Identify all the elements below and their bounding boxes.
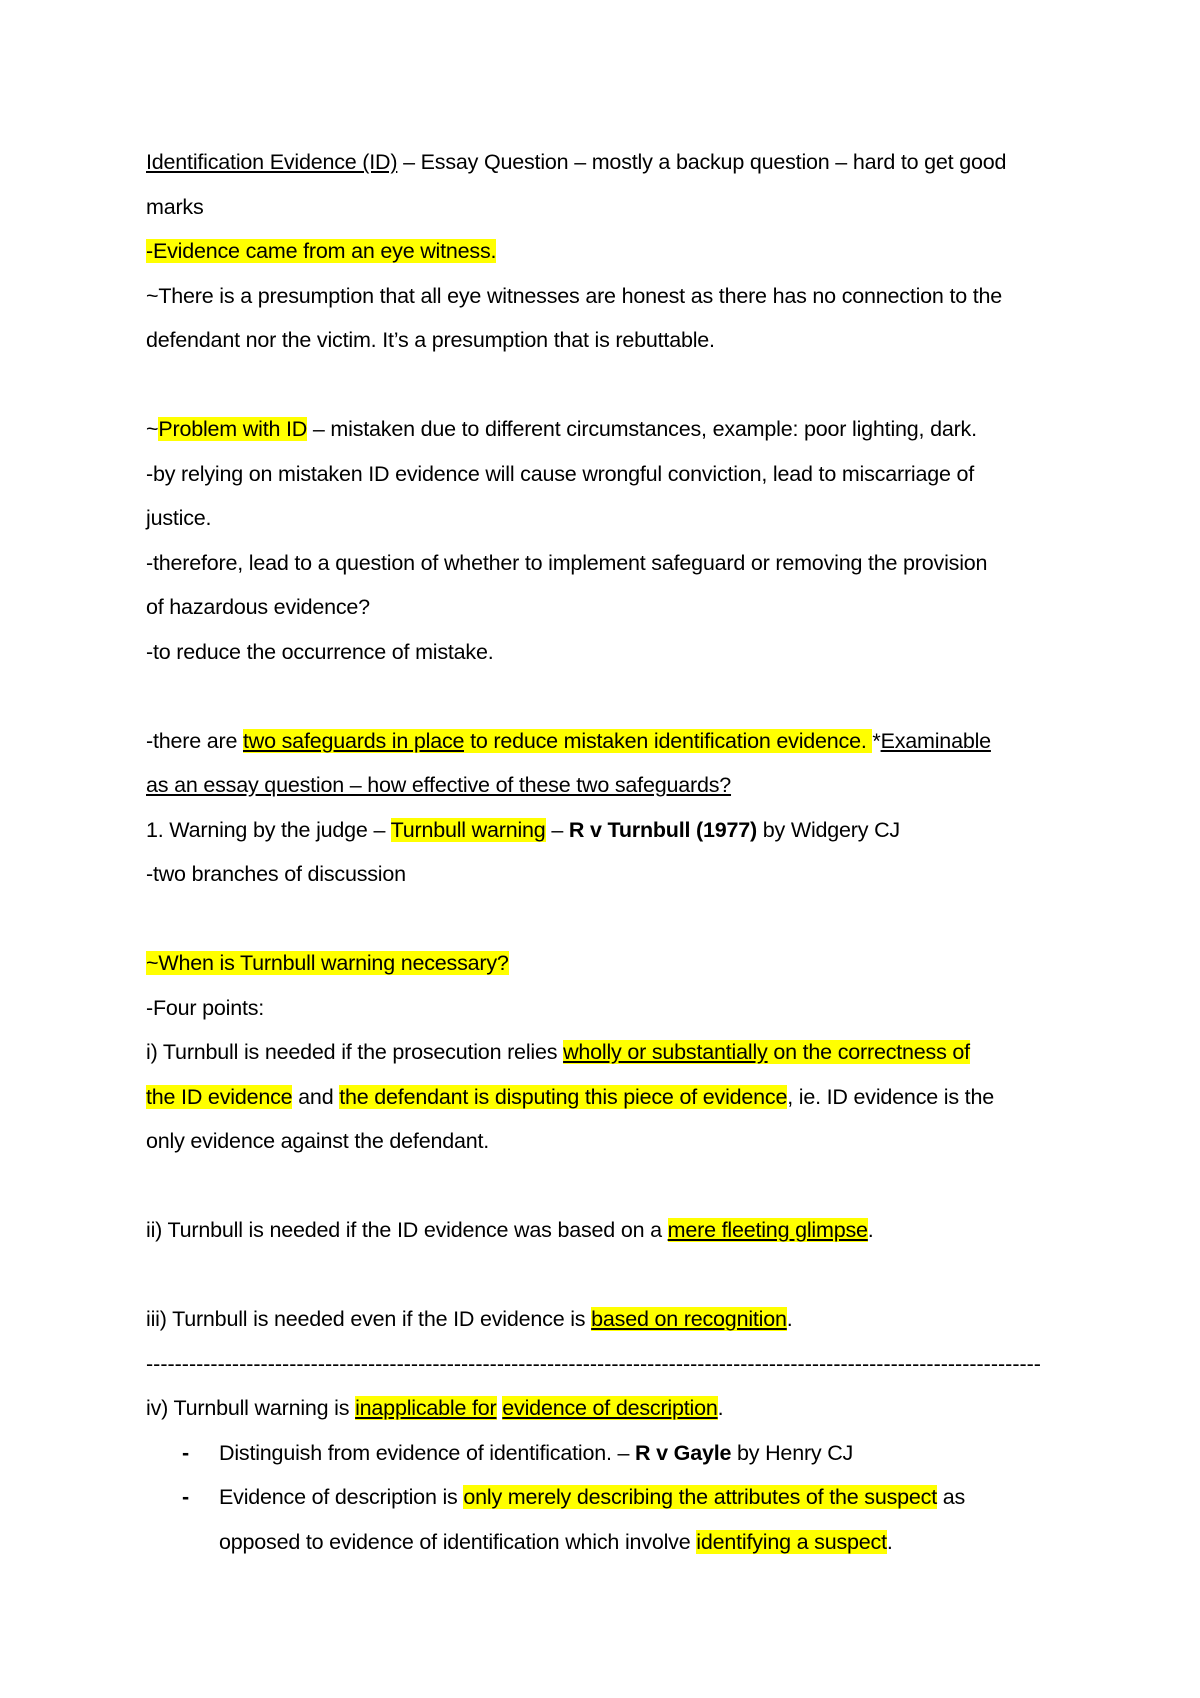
four-points-line xyxy=(146,986,1056,1031)
point-4-prefix: iv) Turnbull warning is xyxy=(146,1396,356,1420)
point-1-line xyxy=(146,1030,1056,1075)
point-3-recognition: based on recognition xyxy=(591,1307,787,1331)
bullet-item-2-cont xyxy=(146,1520,1056,1565)
blank-line xyxy=(146,1164,1056,1209)
point-1-prefix: i) Turnbull is needed if the prosecution relies xyxy=(146,1040,564,1064)
document-body xyxy=(146,140,1056,1564)
bullet-1-prefix: Distinguish from evidence of identification. – xyxy=(219,1440,636,1465)
problem-prefix: ~ xyxy=(146,417,159,441)
warning-rest: by Widgery CJ xyxy=(757,817,900,842)
warning-dash: – xyxy=(545,817,569,842)
warning-line xyxy=(146,808,1056,853)
four-points-text: -Four points: xyxy=(146,995,265,1020)
branches-text: -two branches of discussion xyxy=(146,862,406,886)
safeguards-examinable: Examinable xyxy=(880,728,991,753)
relying-text-2: justice. xyxy=(146,506,212,530)
separator-line xyxy=(146,1342,1056,1387)
separator-dashes: ----------------------------------------------------------------------------------------------------------------------------- xyxy=(146,1351,1041,1376)
point-3-end: . xyxy=(786,1307,793,1331)
warning-highlight: Turnbull warning xyxy=(390,817,546,842)
relying-text-1: -by relying on mistaken ID evidence will cause wrongful conviction, lead to miscarriage of xyxy=(146,461,975,486)
therefore-line-2 xyxy=(146,585,1056,630)
eyewitness-line xyxy=(146,229,1056,274)
when-line xyxy=(146,941,1056,986)
safeguards-continuation xyxy=(146,763,1056,808)
presumption-text-2: defendant nor the victim. It’s a presumption that is rebuttable. xyxy=(146,328,715,352)
bullet-2-prefix: Evidence of description is xyxy=(219,1485,464,1509)
point-3-line xyxy=(146,1297,1056,1342)
heading-cont-text: marks xyxy=(146,194,204,219)
point-3-prefix: iii) Turnbull is needed even if the ID evidence is xyxy=(146,1307,592,1331)
bullet-1-case-name: R v Gayle xyxy=(635,1440,732,1465)
point-1-cont: only evidence against the defendant. xyxy=(146,1129,490,1153)
blank-line xyxy=(146,674,1056,719)
bullet-2-rest: as xyxy=(936,1485,966,1509)
bullet-2-cont-end: . xyxy=(886,1529,893,1554)
point-1-wholly: wholly or substantially xyxy=(563,1040,768,1064)
safeguards-highlight-underlined: two safeguards in place xyxy=(243,728,465,753)
point-4-inapplicable: inapplicable for xyxy=(355,1396,497,1420)
point-1-correctness: on the correctness of xyxy=(767,1040,970,1064)
point-4-end: . xyxy=(717,1396,724,1420)
point-1-line-2 xyxy=(146,1075,1056,1120)
therefore-text-2: of hazardous evidence? xyxy=(146,595,370,619)
bullet-dash: - xyxy=(182,1485,189,1509)
problem-rest: – mistaken due to different circumstances, example: poor lighting, dark. xyxy=(307,417,977,441)
bullet-1-rest: by Henry CJ xyxy=(731,1440,854,1465)
reduce-text: -to reduce the occurrence of mistake. xyxy=(146,639,494,664)
when-highlight: ~When is Turnbull warning necessary? xyxy=(146,951,509,975)
bullet-2-cont-highlight: identifying a suspect xyxy=(696,1529,887,1554)
point-2-prefix: ii) Turnbull is needed if the ID evidence was based on a xyxy=(146,1218,668,1242)
presumption-line-1 xyxy=(146,274,1056,319)
presumption-line-2 xyxy=(146,318,1056,363)
point-2-glimpse: mere fleeting glimpse xyxy=(667,1218,868,1242)
point-1-rest: , ie. ID evidence is the xyxy=(787,1084,994,1109)
point-4-description: evidence of description xyxy=(502,1396,718,1420)
reduce-line xyxy=(146,630,1056,675)
problem-line xyxy=(146,407,1056,452)
therefore-text-1: -therefore, lead to a question of whether to implement safeguard or removing the provision xyxy=(146,550,988,575)
point-1-disputing: the defendant is disputing this piece of evidence xyxy=(339,1084,788,1109)
point-2-end: . xyxy=(867,1218,874,1242)
problem-highlight: Problem with ID xyxy=(158,417,308,441)
point-2-line xyxy=(146,1208,1056,1253)
therefore-line-1 xyxy=(146,541,1056,586)
safeguards-essay-note: as an essay question – how effective of these two safeguards? xyxy=(146,773,732,797)
heading-rest: – Essay Question – mostly a backup question – hard to get good xyxy=(397,150,1007,174)
point-1-id-evidence: the ID evidence xyxy=(146,1084,293,1109)
bullet-item-1 xyxy=(146,1431,1056,1476)
relying-line-2 xyxy=(146,496,1056,541)
heading-line xyxy=(146,140,1056,185)
heading-continuation xyxy=(146,185,1056,230)
safeguards-star: * xyxy=(872,728,881,753)
heading-title: Identification Evidence (ID) xyxy=(146,150,398,174)
bullet-item-2 xyxy=(146,1475,1056,1520)
safeguards-highlight: to reduce mistaken identification evidence. xyxy=(464,728,873,753)
bullet-dash: - xyxy=(182,1440,189,1465)
blank-line xyxy=(146,1253,1056,1298)
point-1-line-3 xyxy=(146,1119,1056,1164)
presumption-text-1: ~There is a presumption that all eye witnesses are honest as there has no connection to the xyxy=(146,283,1003,308)
warning-prefix: 1. Warning by the judge – xyxy=(146,817,391,842)
eyewitness-text: -Evidence came from an eye witness. xyxy=(146,239,497,263)
safeguards-line xyxy=(146,719,1056,764)
point-4-line xyxy=(146,1386,1056,1431)
relying-line-1 xyxy=(146,452,1056,497)
bullet-2-cont-prefix: opposed to evidence of identification which involve xyxy=(219,1529,697,1554)
branches-line xyxy=(146,852,1056,897)
blank-line xyxy=(146,363,1056,408)
point-1-and: and xyxy=(292,1084,340,1109)
safeguards-prefix: -there are xyxy=(146,728,243,753)
bullet-2-highlight: only merely describing the attributes of the suspect xyxy=(463,1485,937,1509)
blank-line xyxy=(146,897,1056,942)
warning-case-name: R v Turnbull (1977) xyxy=(568,817,758,842)
